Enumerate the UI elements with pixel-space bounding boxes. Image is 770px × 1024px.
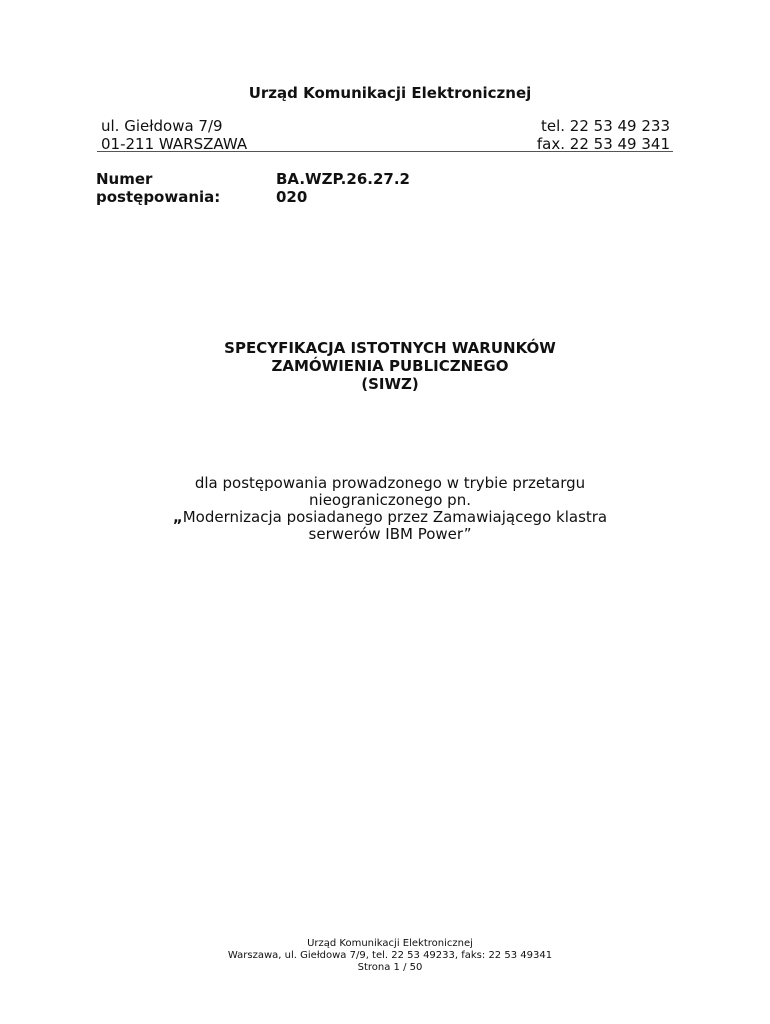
- subject-line3-text: Modernizacja posiadanego przez Zamawiającego klastra: [182, 508, 608, 526]
- organization-title: Urząd Komunikacji Elektronicznej: [248, 84, 532, 102]
- opening-quote: „: [172, 508, 183, 526]
- contact-block: [537, 117, 670, 153]
- subject-line1: dla postępowania prowadzonego w trybie przetargu: [194, 474, 586, 492]
- subject-line2: nieograniczonego pn.: [309, 491, 471, 509]
- header-divider: [97, 151, 673, 152]
- footer-organization: Urząd Komunikacji Elektronicznej: [307, 938, 473, 949]
- reference-number: [276, 170, 410, 206]
- street-address: ul. Giełdowa 7/9: [101, 117, 223, 135]
- document-title-line1: SPECYFIKACJA ISTOTNYCH WARUNKÓW: [224, 339, 556, 357]
- postal-city: 01-211 WARSZAWA: [101, 135, 248, 153]
- procurement-subject: [0, 475, 770, 543]
- subject-line3: [0, 509, 770, 526]
- page-footer: [0, 938, 770, 974]
- document-title-line3: (SIWZ): [361, 375, 419, 393]
- reference-number-line1: BA.WZP.26.27.2: [276, 170, 410, 188]
- address-block: [101, 117, 247, 153]
- reference-label-line2: postępowania:: [96, 188, 221, 206]
- reference-label: [96, 170, 220, 206]
- reference-number-line2: 020: [276, 188, 308, 206]
- footer-address: Warszawa, ul. Giełdowa 7/9, tel. 22 53 49233, faks: 22 53 49341: [227, 950, 553, 961]
- document-title: [0, 339, 770, 393]
- phone-number: tel. 22 53 49 233: [540, 117, 670, 135]
- reference-label-line1: Numer: [96, 170, 153, 188]
- document-title-line2: ZAMÓWIENIA PUBLICZNEGO: [271, 357, 509, 375]
- subject-line4: serwerów IBM Power”: [308, 525, 472, 543]
- fax-number: fax. 22 53 49 341: [536, 135, 670, 153]
- page-number: Strona 1 / 50: [357, 962, 423, 973]
